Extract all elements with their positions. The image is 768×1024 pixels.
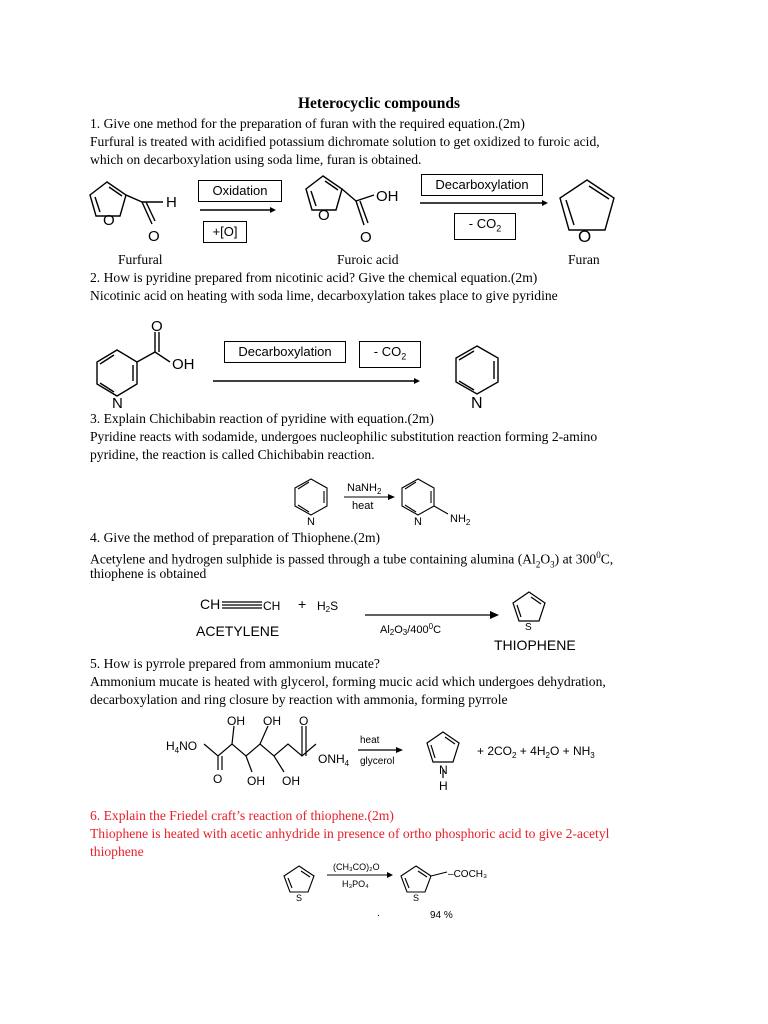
friedel-catalyst: H₃PO₄ [342, 879, 369, 889]
question-5: 5. How is pyrrole prepared from ammonium mucate? [90, 656, 380, 671]
question-6: 6. Explain the Friedel craft’s reaction of thiophene.(2m) [90, 808, 394, 823]
answer-5-line-2: decarboxylation and ring closure by reaction with ammonia, forming pyrrole [90, 692, 508, 707]
product-n: N [414, 516, 422, 528]
pyrrole-products: + $2CO_2 + 4H_2O + NH_3$ [477, 744, 595, 760]
answer-5-line-1: Ammonium mucate is heated with glycerol, forming mucic acid which undergoes dehydration, [90, 674, 606, 689]
chichibabin-condition: heat [352, 500, 374, 512]
friedel-crafts-scheme [0, 858, 768, 928]
mucate-oh-4: OH [282, 774, 300, 788]
answer-3-line-2: pyridine, the reaction is called Chichibabin reaction. [90, 447, 375, 462]
nicotinic-o: O [151, 318, 163, 335]
furfural-o: O [103, 212, 115, 229]
question-3: 3. Explain Chichibabin reaction of pyridine with equation.(2m) [90, 411, 434, 426]
thiophene-s: S [525, 622, 532, 633]
acetylene-ch-right: CH [263, 599, 281, 613]
friedel-reagent: (CH₃CO)₂O [333, 862, 380, 872]
plus-sign: + [298, 596, 307, 612]
catalyst-label: $Al2O3/400^0C$ [380, 622, 442, 637]
pyridine-reactant-ring [295, 479, 327, 515]
pyrrole-h: H [439, 779, 448, 793]
pyridine-n: N [471, 395, 483, 412]
furoic-carbonyl-o: O [360, 229, 372, 246]
product-s: S [413, 893, 420, 903]
answer-4-line-1: Acetylene and hydrogen sulphide is passed through a tube containing alumina $(Al_2O_3)$ at $300^0C$, [90, 550, 614, 570]
furoic-o: O [318, 207, 330, 224]
furan-o: O [578, 227, 592, 246]
nicotinic-oh: OH [172, 356, 195, 373]
label-furan: Furan [568, 252, 600, 267]
oxygen-box: +[O] [203, 221, 247, 243]
mucate-onh4: $ONH_4$ [318, 752, 350, 768]
reactant-s: S [296, 893, 303, 903]
pyrrole-n: N [439, 763, 448, 777]
mucate-h4no: $H_4NO$ [166, 739, 198, 755]
product-acetyl: –COCH₃ [448, 869, 488, 880]
aminopyridine-ring [402, 479, 434, 515]
minus-co2-box-1: - $CO_2$ [454, 213, 516, 240]
question-2: 2. How is pyridine prepared from nicotinic acid? Give the chemical equation.(2m) [90, 270, 538, 285]
answer-6-line-2: thiophene [90, 844, 144, 859]
furfural-h: H [166, 194, 177, 211]
friedel-dot: . [377, 908, 380, 919]
product-nh2: $NH_2$ [450, 513, 471, 527]
mucate-oh-1: OH [227, 714, 245, 728]
decarboxylation-box-1: Decarboxylation [421, 174, 543, 196]
nicotinic-acid-ring [97, 350, 137, 396]
page-title: Heterocyclic compounds [298, 95, 461, 112]
question-1: 1. Give one method for the preparation of furan with the required equation.(2m) [90, 116, 525, 131]
pyridine-ring [456, 346, 498, 394]
label-furoic-acid: Furoic acid [337, 252, 399, 267]
mucate-o-bottom: O [213, 772, 223, 786]
mucate-oh-3: OH [247, 774, 265, 788]
label-furfural: Furfural [118, 252, 163, 267]
mucate-o-top: O [299, 714, 309, 728]
acetylene-ch-left: CH [200, 596, 221, 612]
decarboxylation-box-2: Decarboxylation [224, 341, 346, 363]
nicotinic-n: N [112, 395, 123, 412]
friedel-yield: 94 % [430, 910, 453, 921]
answer-6-line-1: Thiophene is heated with acetic anhydride in presence of ortho phosphoric acid to give 2-acetyl [90, 826, 610, 841]
answer-1-line-2: which on decarboxylation using soda lime, furan is obtained. [90, 152, 422, 167]
answer-1-line-1: Furfural is treated with acidified potassium dichromate solution to get oxidized to furoic acid, [90, 134, 600, 149]
thiophene-label: THIOPHENE [494, 637, 576, 653]
oxidation-box: Oxidation [198, 180, 282, 202]
answer-2-line-1: Nicotinic acid on heating with soda lime, decarboxylation takes place to give pyridine [90, 288, 558, 303]
pyrrole-preparation-scheme [0, 712, 768, 802]
answer-4-line-2: thiophene is obtained [90, 566, 207, 581]
reactant-n: N [307, 516, 315, 528]
pyrrole-glycerol: glycerol [360, 756, 395, 767]
pyrrole-heat: heat [360, 735, 380, 746]
thiophene-preparation-scheme [0, 585, 768, 655]
furoic-oh: OH [376, 188, 399, 205]
acetylene-label: ACETYLENE [196, 623, 280, 639]
question-4: 4. Give the method of preparation of Thiophene.(2m) [90, 530, 381, 545]
answer-3-line-1: Pyridine reacts with sodamide, undergoes nucleophilic substitution reaction forming 2-amino [90, 429, 598, 444]
h2s: H2S [317, 599, 339, 614]
furfural-carbonyl-o: O [148, 228, 160, 245]
chichibabin-scheme [0, 472, 768, 532]
mucate-oh-2: OH [263, 714, 281, 728]
chichibabin-reagent: NaNH$_2$ [347, 482, 382, 496]
minus-co2-box-2: - $CO_2$ [359, 341, 421, 368]
